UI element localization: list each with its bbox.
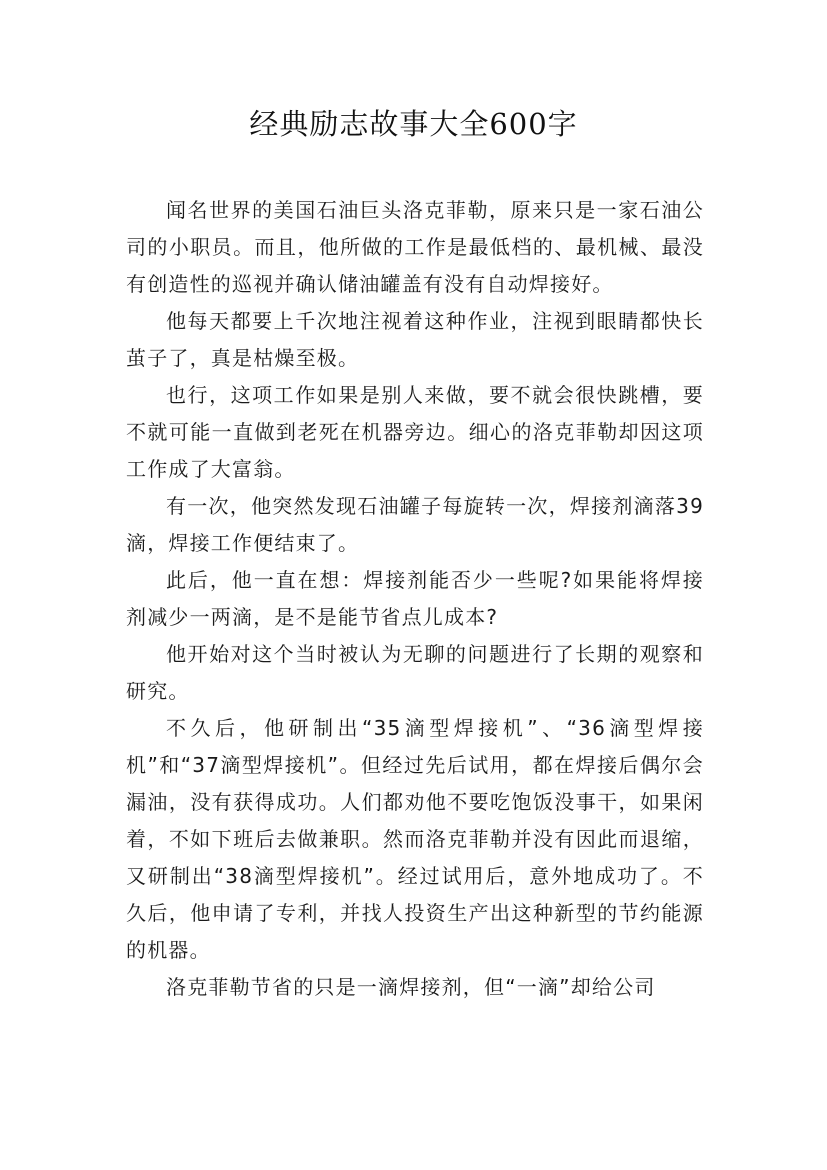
paragraph-4: 有一次，他突然发现石油罐子每旋转一次，焊接剂滴落39滴，焊接工作便结束了。 <box>126 494 704 555</box>
paragraph-1: 闻名世界的美国石油巨头洛克菲勒，原来只是一家石油公司的小职员。而且，他所做的工作是最低档的、最机械、最没有创造性的巡视并确认储油罐盖有没有自动焊接好。 <box>126 198 704 296</box>
paragraph-3: 也行，这项工作如果是别人来做，要不就会很快跳槽，要不就可能一直做到老死在机器旁边。细心的洛克菲勒却因这项工作成了大富翁。 <box>126 383 704 481</box>
paragraph-2: 他每天都要上千次地注视着这种作业，注视到眼睛都快长茧子了，真是枯燥至极。 <box>126 309 704 370</box>
paragraph-6: 他开始对这个当时被认为无聊的问题进行了长期的观察和研究。 <box>126 642 704 703</box>
paragraph-8: 洛克菲勒节省的只是一滴焊接剂，但“一滴”却给公司 <box>166 975 656 999</box>
document-body <box>126 192 704 1006</box>
document-title: 经典励志故事大全600字 <box>249 107 578 141</box>
paragraph-5: 此后，他一直在想：焊接剂能否少一些呢?如果能将焊接剂减少一两滴，是不是能节省点儿成本? <box>126 568 704 629</box>
paragraph-7: 不久后，他研制出“35滴型焊接机”、“36滴型焊接机”和“37滴型焊接机”。但经过先后试用，都在焊接后偶尔会漏油，没有获得成功。人们都劝他不要吃饱饭没事干，如果闲着，不如下班后去做兼职。然而洛克菲勒并没有因此而退缩，又研制出“38滴型焊接机”。经过试用后，意外地成功了。不久后，他申请了专利，并找人投资生产出这种新型的节约能源的机器。 <box>126 716 704 962</box>
